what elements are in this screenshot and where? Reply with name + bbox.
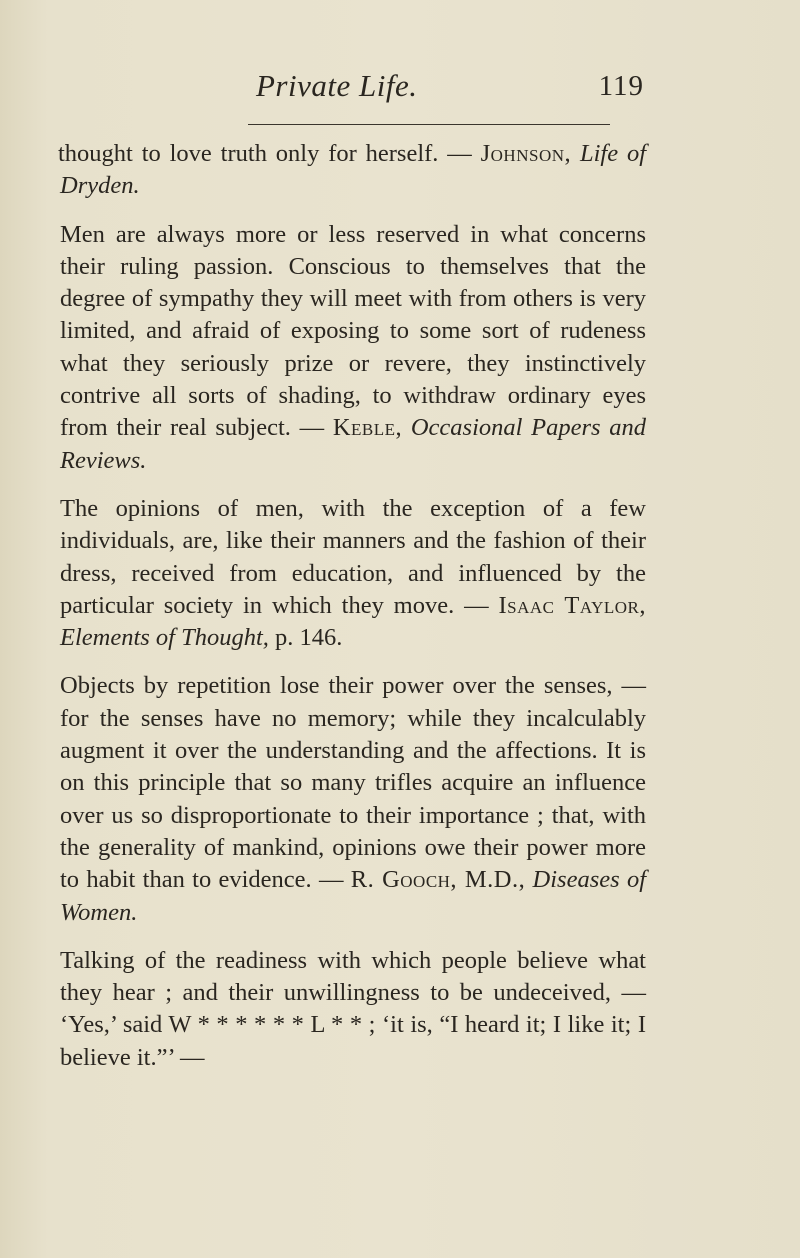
passage-text: Talking of the readiness with which people believe what they hear ; and their unwillingness to be undeceived, — ‘Yes,’ said W * * * * * * L * * ; ‘it is, “I heard it; I like it; I believe it.”’ — [60, 946, 646, 1071]
page-header [248, 68, 648, 112]
passage-text: The opinions of men, with the exception of a few individuals, are, like their manners and the fashion of their dress, received from education, and influenced by the particular society in which they move. — [60, 494, 646, 619]
passage-4 [60, 670, 646, 928]
passage-3 [60, 493, 646, 654]
page-number: 119 [598, 70, 644, 102]
passage-work: Elements of Thought, [60, 624, 269, 652]
running-title: Private Life. [256, 68, 418, 103]
passage-work: Diseases of Women. [60, 866, 646, 926]
passage-text: Objects by repetition lose their power over the senses, — for the senses have no memory; while they incalculably augment it over the understanding and the affections. It is on this principle that so many trifles acquire an influence over us so disproportionate to their importance ; that, with the generality of mankind, opinions owe their power more to habit than to evidence. — [60, 672, 646, 894]
passage-1 [60, 138, 646, 203]
passage-author: Keble, [332, 414, 403, 442]
passage-text: Men are always more or less reserved in what concerns their ruling passion. Conscious to themselves that the degree of sympathy they will meet with from others is very limited, and afraid of exposing to some sort of rudeness what they seriously prize or revere, they instinctively contrive all sorts of shading, to withdraw ordinary eyes from their real subject. — [60, 220, 646, 442]
passage-author: Isaac Taylor, [498, 591, 646, 619]
header-rule [248, 124, 610, 125]
passage-tail: p. 146. [268, 624, 343, 652]
passage-5 [60, 945, 646, 1074]
passage-author: R. Gooch, M.D., [350, 866, 526, 894]
passage-work: Occasional Papers and Reviews. [60, 414, 647, 474]
passage-work: Life of Dryden. [60, 140, 647, 200]
passage-author: Johnson, [480, 140, 572, 167]
passage-2 [60, 219, 646, 477]
page-body [60, 138, 646, 1090]
passage-text: thought to love truth only for herself. — [58, 140, 481, 167]
